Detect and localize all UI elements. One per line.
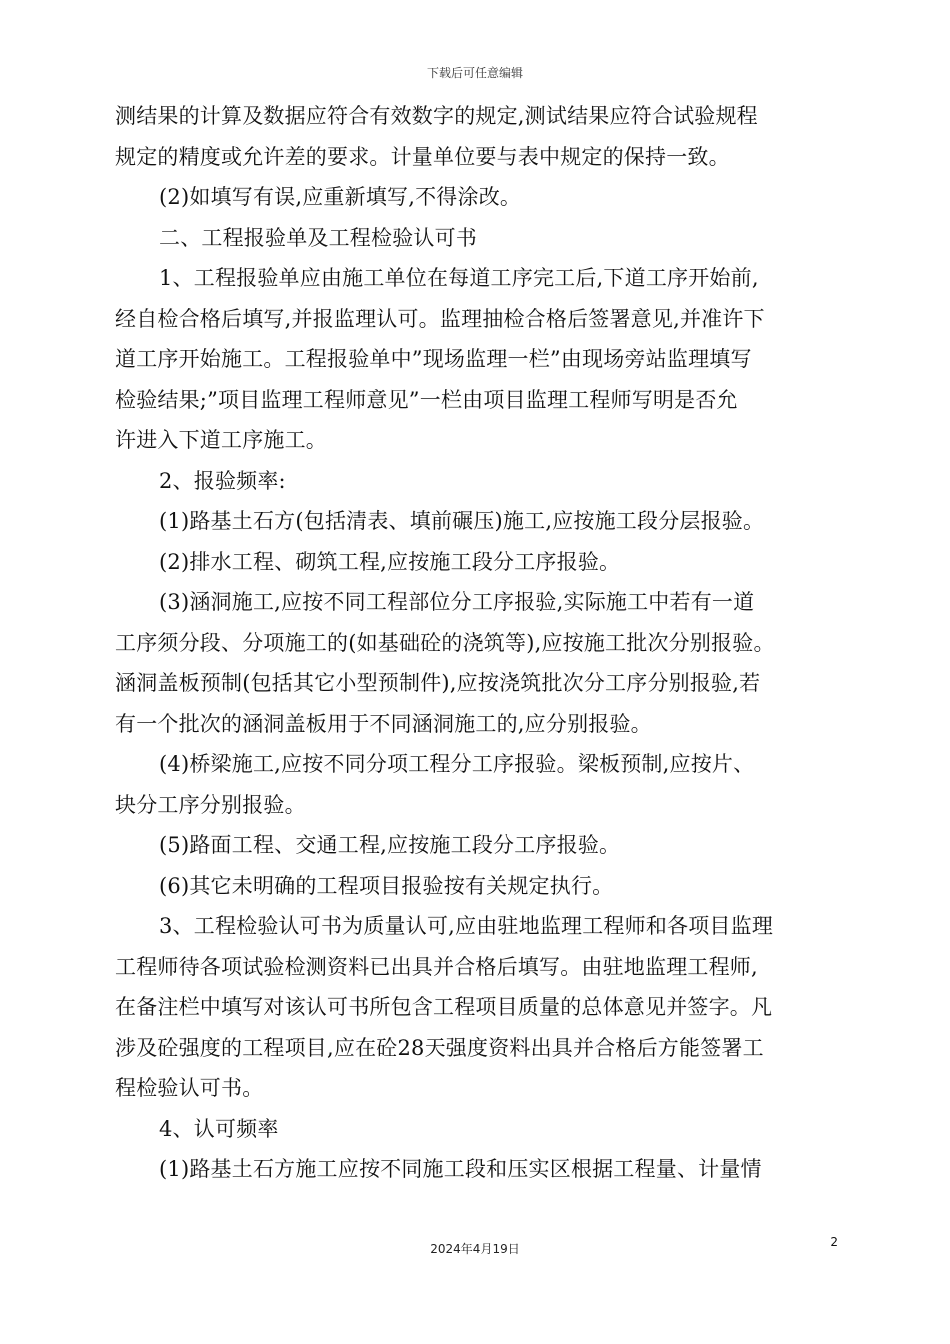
text-line: (4)桥梁施工,应按不同分项工程分工序报验。梁板预制,应按片、 xyxy=(159,752,755,776)
text-line: 3、工程检验认可书为质量认可,应由驻地监理工程师和各项目监理 xyxy=(159,914,774,938)
text-line: 经自检合格后填写,并报监理认可。监理抽检合格后签署意见,并准许下 xyxy=(115,306,765,331)
section-heading: 二、工程报验单及工程检验认可书 xyxy=(159,225,477,250)
text-line: 规定的精度或允许差的要求。计量单位要与表中规定的保持一致。 xyxy=(115,144,730,169)
text-line: 工序须分段、分项施工的(如基础砼的浇筑等),应按施工批次分别报验。 xyxy=(115,630,775,655)
text-line: (5)路面工程、交通工程,应按施工段分工序报验。 xyxy=(159,833,621,857)
text-line: 在备注栏中填写对该认可书所包含工程项目质量的总体意见并签字。凡 xyxy=(115,995,773,1019)
document-body xyxy=(115,96,845,1190)
text-line: 有一个批次的涵洞盖板用于不同涵洞施工的,应分别报验。 xyxy=(115,711,652,736)
text-line: 许进入下道工序施工。 xyxy=(115,428,327,452)
text-line: 涉及砼强度的工程项目,应在砼28天强度资料出具并合格后方能签署工 xyxy=(115,1035,764,1060)
text-line: 2、报验频率: xyxy=(159,468,286,493)
text-line: 4、认可频率 xyxy=(159,1116,279,1141)
text-line: 涵洞盖板预制(包括其它小型预制件),应按浇筑批次分工序分别报验,若 xyxy=(115,671,761,695)
text-line: (2)如填写有误,应重新填写,不得涂改。 xyxy=(159,185,522,209)
footer-date: 2024年4月19日 xyxy=(430,1242,520,1256)
text-line: (3)涵洞施工,应按不同工程部位分工序报验,实际施工中若有一道 xyxy=(159,590,755,614)
text-line: 测结果的计算及数据应符合有效数字的规定,测试结果应符合试验规程 xyxy=(115,104,758,128)
text-line: 程检验认可书。 xyxy=(115,1076,264,1100)
text-line: (1)路基土石方施工应按不同施工段和压实区根据工程量、计量情 xyxy=(159,1157,762,1181)
page-number: 2 xyxy=(830,1235,838,1249)
text-line: 道工序开始施工。工程报验单中”现场监理一栏”由现场旁站监理填写 xyxy=(115,347,752,371)
text-line: 1、工程报验单应由施工单位在每道工序完工后,下道工序开始前, xyxy=(159,266,759,290)
page-header-note: 下载后可任意编辑 xyxy=(426,66,523,80)
text-line: (2)排水工程、砌筑工程,应按施工段分工序报验。 xyxy=(159,549,621,574)
text-line: (6)其它未明确的工程项目报验按有关规定执行。 xyxy=(159,873,614,898)
text-line: 工程师待各项试验检测资料已出具并合格后填写。由驻地监理工程师, xyxy=(115,954,758,979)
text-line: 块分工序分别报验。 xyxy=(115,792,306,817)
text-line: 检验结果;”项目监理工程师意见”一栏由项目监理工程师写明是否允 xyxy=(115,387,738,412)
text-line: (1)路基土石方(包括清表、填前碾压)施工,应按施工段分层报验。 xyxy=(159,509,765,533)
